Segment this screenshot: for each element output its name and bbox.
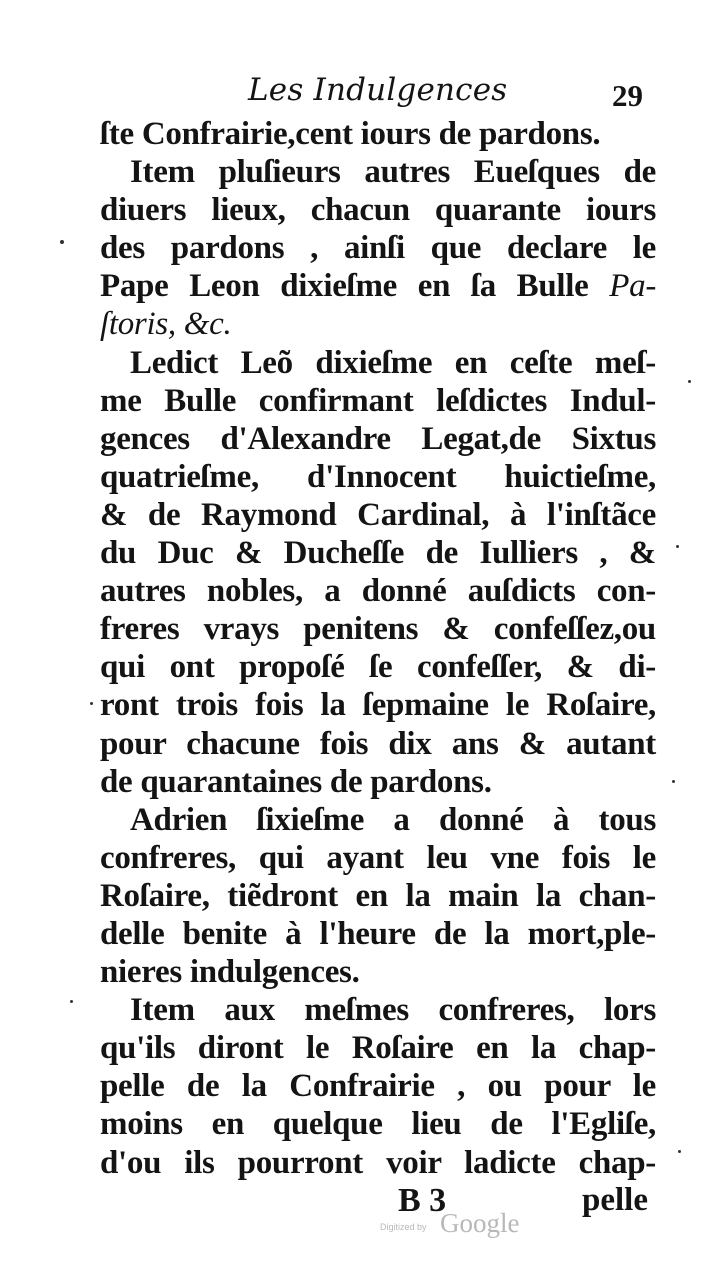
text-line: du Duc & Ducheſſe de Iulliers , & <box>100 535 656 572</box>
text-line: ront trois fois la ſepmaine le Roſaire, <box>100 687 656 724</box>
body-text <box>100 115 656 1182</box>
italic-text: ſtoris, &c. <box>100 306 232 343</box>
text-line: diuers lieux, chacun quarante iours <box>100 192 656 229</box>
text-line: d'ou ils pourront voir ladicte chap- <box>100 1144 656 1181</box>
text-line: & de Raymond Cardinal, à l'inſtãce <box>100 496 656 533</box>
text-line: pelle de la Confrairie , ou pour le <box>100 1068 656 1105</box>
running-title: Les Indulgences <box>248 72 508 108</box>
text-line: Adrien ſixieſme a donné à tous <box>130 801 656 838</box>
scan-speck <box>70 1000 73 1003</box>
text-line: qui ont propoſé ſe confeſſer, & di- <box>100 649 656 686</box>
line-text: Pape Leon dixieſme en ſa Bulle <box>100 268 589 305</box>
text-line: nieres indulgences. <box>100 954 360 991</box>
page-number: 29 <box>612 78 643 113</box>
scan-speck <box>60 240 64 244</box>
scan-speck <box>90 702 93 705</box>
text-line: pour chacune fois dix ans & autant <box>100 725 656 762</box>
running-head <box>240 72 660 116</box>
catchword: pelle <box>582 1182 648 1218</box>
italic-text: Pa- <box>609 268 657 305</box>
watermark-small-text: Digitized by <box>380 1222 427 1232</box>
text-line: de quarantaines de pardons. <box>100 763 492 800</box>
text-line: me Bulle confirmant leſdictes Indul- <box>100 382 656 419</box>
text-line: quatrieſme, d'Innocent huictieſme, <box>100 458 656 495</box>
text-line: autres nobles, a donné auſdicts con- <box>100 573 656 610</box>
signature-mark: B 3 <box>398 1182 447 1219</box>
scan-speck <box>672 780 675 783</box>
scan-speck <box>678 1150 681 1153</box>
text-line: Roſaire, tiẽdront en la main la chan- <box>100 877 656 914</box>
text-line: des pardons , ainſi que declare le <box>100 230 656 267</box>
text-line: Ledict Leõ dixieſme en ceſte meſ- <box>130 344 656 381</box>
text-line: qu'ils diront le Roſaire en la chap- <box>100 1030 656 1067</box>
text-line: Item aux meſmes confreres, lors <box>130 992 656 1029</box>
watermark-brand: Google <box>440 1208 520 1238</box>
scan-speck <box>676 545 679 548</box>
digitization-watermark <box>380 1208 540 1248</box>
text-line <box>100 267 656 305</box>
text-line: gences d'Alexandre Legat,de Sixtus <box>100 420 656 457</box>
text-line: Item pluſieurs autres Eueſques de <box>130 154 656 191</box>
text-line: confreres, qui ayant leu vne fois le <box>100 839 656 876</box>
text-line: ſte Confrairie,cent iours de pardons. <box>100 116 601 152</box>
scan-speck <box>688 380 691 383</box>
text-line: moins en quelque lieu de l'Egliſe, <box>100 1106 656 1143</box>
text-line <box>100 305 656 343</box>
text-line: delle benite à l'heure de la mort,ple- <box>100 915 656 952</box>
text-line: freres vrays penitens & confeſſez,ou <box>100 611 656 648</box>
